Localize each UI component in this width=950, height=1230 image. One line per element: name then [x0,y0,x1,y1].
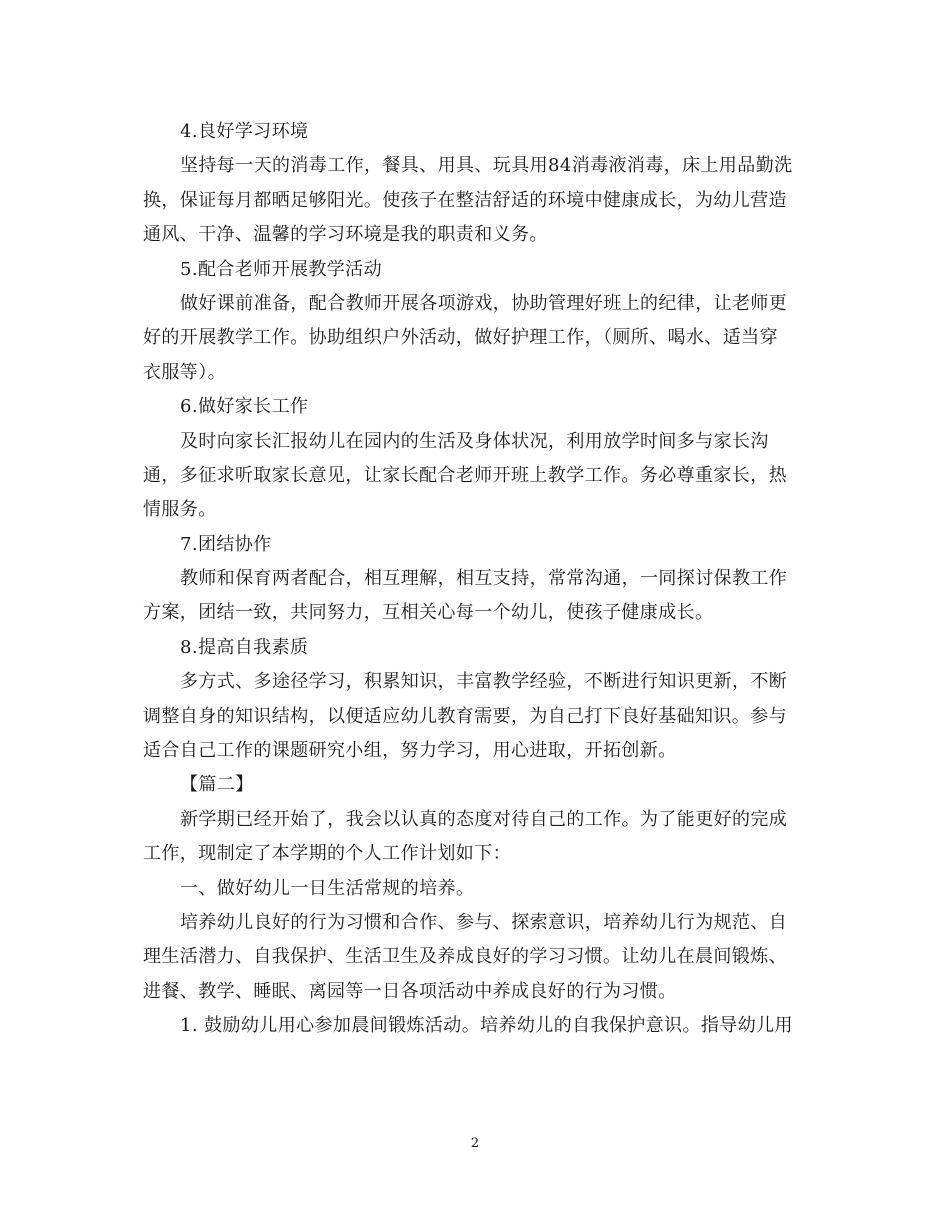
text-line: 多方式、多途径学习，积累知识，丰富教学经验，不断进行知识更新，不断 [180,671,788,693]
page-number: 2 [470,1136,480,1151]
text-line: 一、做好幼儿一日生活常规的培养。 [180,877,475,899]
text-line: 坚持每一天的消毒工作，餐具、用具、玩具用84消毒液消毒，床上用品勤洗 [180,155,793,177]
text-line: 4.良好学习环境 [180,121,309,142]
text-line: 做好课前准备，配合教师开展各项游戏，协助管理好班上的纪律，让老师更 [180,292,788,314]
text-line: 换，保证每月都晒足够阳光。使孩子在整洁舒适的环境中健康成长，为幼儿营造 [143,189,787,211]
text-line: 新学期已经开始了，我会以认真的态度对待自己的工作。为了能更好的完成 [180,808,788,830]
text-line: 1. 鼓励幼儿用心参加晨间锻炼活动。培养幼儿的自我保护意识。指导幼儿用 [180,1015,793,1037]
document-body [143,115,808,1044]
text-line: 理生活潜力、自我保护、生活卫生及养成良好的学习习惯。让幼儿在晨间锻炼、 [143,946,787,968]
text-line: 衣服等）。 [143,361,226,383]
text-line: 6.做好家长工作 [180,396,309,418]
text-line: 8.提高自我素质 [180,636,309,658]
text-line: 好的开展教学工作。协助组织户外活动，做好护理工作，（厕所、喝水、适当穿 [143,327,778,349]
text-line: 调整自身的知识结构，以便适应幼儿教育需要，为自己打下良好基础知识。参与 [143,705,787,727]
text-line: 进餐、教学、睡眠、离园等一日各项活动中养成良好的行为习惯。 [143,980,677,1002]
text-line: 5.配合老师开展教学活动 [180,258,382,280]
text-line: 通风、干净、温馨的学习环境是我的职责和义务。 [143,224,548,246]
text-line: 情服务。 [143,499,217,521]
text-line: 及时向家长汇报幼儿在园内的生活及身体状况，利用放学时间多与家长沟 [180,430,769,452]
text-line: 【篇二】 [180,774,254,796]
text-line: 教师和保育两者配合，相互理解，相互支持，常常沟通，一同探讨保教工作 [180,568,788,590]
text-line: 7.团结协作 [180,533,272,555]
text-line: 适合自己工作的课题研究小组，努力学习，用心进取，开拓创新。 [143,740,677,762]
text-line: 通，多征求听取家长意见，让家长配合老师开班上教学工作。务必尊重家长，热 [143,464,787,486]
text-line: 方案，团结一致，共同努力，互相关心每一个幼儿，使孩子健康成长。 [143,602,714,624]
text-line: 工作，现制定了本学期的个人工作计划如下： [143,843,511,865]
text-line: 培养幼儿良好的行为习惯和合作、参与、探索意识，培养幼儿行为规范、自 [180,911,788,933]
